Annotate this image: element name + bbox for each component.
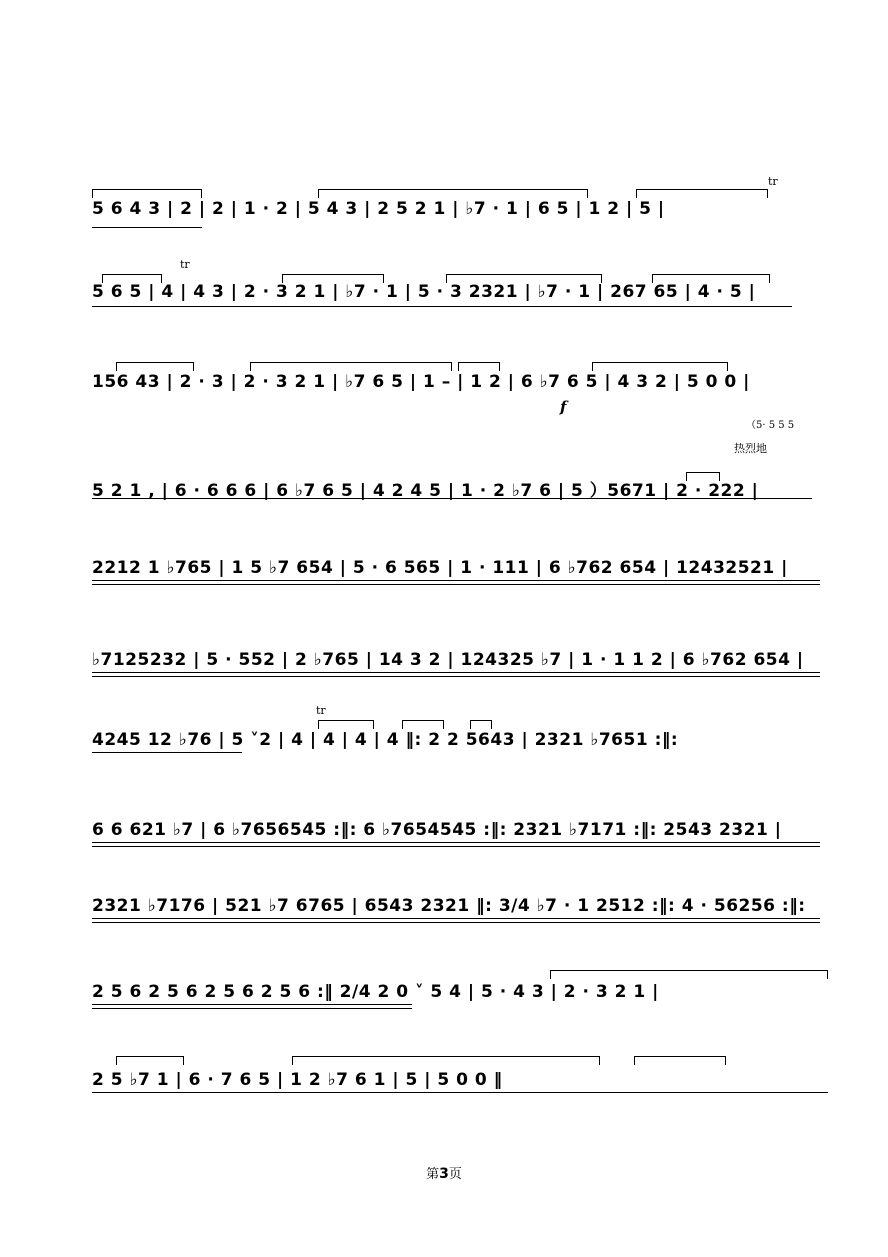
slur	[318, 189, 588, 198]
underline	[92, 752, 242, 754]
underline	[92, 1004, 412, 1006]
notation-text: 2321 ♭7176 | 521 ♭7 6765 | 6543 2321 ‖: 3/4 ♭7 · 1 2512 :‖: 4 · 56256 :‖:	[92, 896, 806, 916]
slur	[636, 189, 768, 198]
notation-text: 5 2 1 , | 6 · 6 6 6 | 6 ♭7 6 5 | 4 2 4 5 | 1 · 2 ♭7 6 | 5 ）5671 | 2 · 222 |	[92, 481, 759, 501]
slur	[592, 362, 728, 371]
score-line-11	[92, 1052, 828, 1098]
notation-text: 2212 1 ♭765 | 1 5 ♭7 654 | 5 · 6 565 | 1 · 111 | 6 ♭762 654 | 12432521 |	[92, 558, 788, 578]
slur	[634, 1056, 726, 1065]
slur	[250, 362, 452, 371]
underline	[92, 227, 202, 229]
forte-mark: f	[560, 398, 567, 416]
score-line-1	[92, 175, 828, 221]
slur	[292, 1056, 600, 1065]
notation-text: 4245 12 ♭76 | 5 ˅2 | 4 | 4 | 4 | 4 ‖: 2 2 5643 | 2321 ♭7651 :‖:	[92, 730, 679, 750]
slur	[92, 189, 202, 198]
slur	[116, 362, 194, 371]
page-number-value: 3	[439, 1166, 449, 1182]
notation-text: 6 6 621 ♭7 | 6 ♭7656545 :‖: 6 ♭7654545 :‖: 2321 ♭7171 :‖: 2543 2321 |	[92, 820, 782, 840]
underline	[92, 1008, 412, 1010]
underline	[92, 580, 820, 582]
slur	[550, 970, 828, 979]
score-line-8	[92, 806, 828, 842]
expression-text: 热烈地	[734, 442, 767, 455]
score-line-2	[92, 258, 828, 302]
score-line-4	[92, 440, 828, 500]
slur	[470, 720, 492, 729]
underline	[92, 498, 812, 500]
underline	[92, 306, 792, 308]
underline	[92, 846, 820, 848]
slur	[116, 1056, 184, 1065]
underline	[92, 842, 820, 844]
page-prefix: 第	[426, 1167, 440, 1182]
notation-text: 5 6 4 3 | 2 | 2 | 1 · 2 | 5 4 3 | 2 5 2 1 | ♭7 · 1 | 6 5 | 1 2 | 5 |	[92, 199, 665, 219]
notation-text: 5 6 5 | 4 | 4 3 | 2 · 3 2 1 | ♭7 · 1 | 5 · 3 2321 | ♭7 · 1 | 267 65 | 4 · 5 |	[92, 282, 756, 302]
score-line-7	[92, 704, 828, 758]
slur	[458, 362, 500, 371]
slur	[318, 720, 374, 729]
notation-text: ♭7125232 | 5 · 552 | 2 ♭765 | 14 3 2 | 124325 ♭7 | 1 · 1 1 2 | 6 ♭762 654 |	[92, 650, 804, 670]
notation-text: 2 5 ♭7 1 | 6 · 7 6 5 | 1 2 ♭7 6 1 | 5 | 5 0 0 ‖	[92, 1070, 503, 1090]
underline	[92, 672, 820, 674]
underline	[92, 922, 820, 924]
notation-text: 156 43 | 2 · 3 | 2 · 3 2 1 | ♭7 6 5 | 1 – | 1 2 | 6 ♭7 6 5 | 4 3 2 | 5 0 0 |	[92, 372, 750, 392]
score-line-10	[92, 966, 828, 1010]
trill-mark: tr	[768, 175, 778, 188]
score-line-3	[92, 352, 828, 431]
underline	[92, 676, 820, 678]
score-line-6	[92, 632, 828, 668]
page-suffix: 页	[448, 1167, 462, 1182]
trill-mark: tr	[316, 704, 326, 717]
notation-text: 2 5 6 2 5 6 2 5 6 2 5 6 :‖ 2/4 2 0 ˅ 5 4 | 5 · 4 3 | 2 · 3 2 1 |	[92, 982, 659, 1002]
page-number	[0, 1163, 888, 1182]
trill-mark: tr	[180, 258, 190, 271]
underline	[92, 918, 820, 920]
underline	[92, 1092, 828, 1094]
slur	[402, 720, 444, 729]
underline	[92, 584, 820, 586]
score-line-5	[92, 540, 828, 576]
score-line-9	[92, 882, 828, 918]
cue-notes: （5· 5 5 5	[746, 420, 795, 431]
